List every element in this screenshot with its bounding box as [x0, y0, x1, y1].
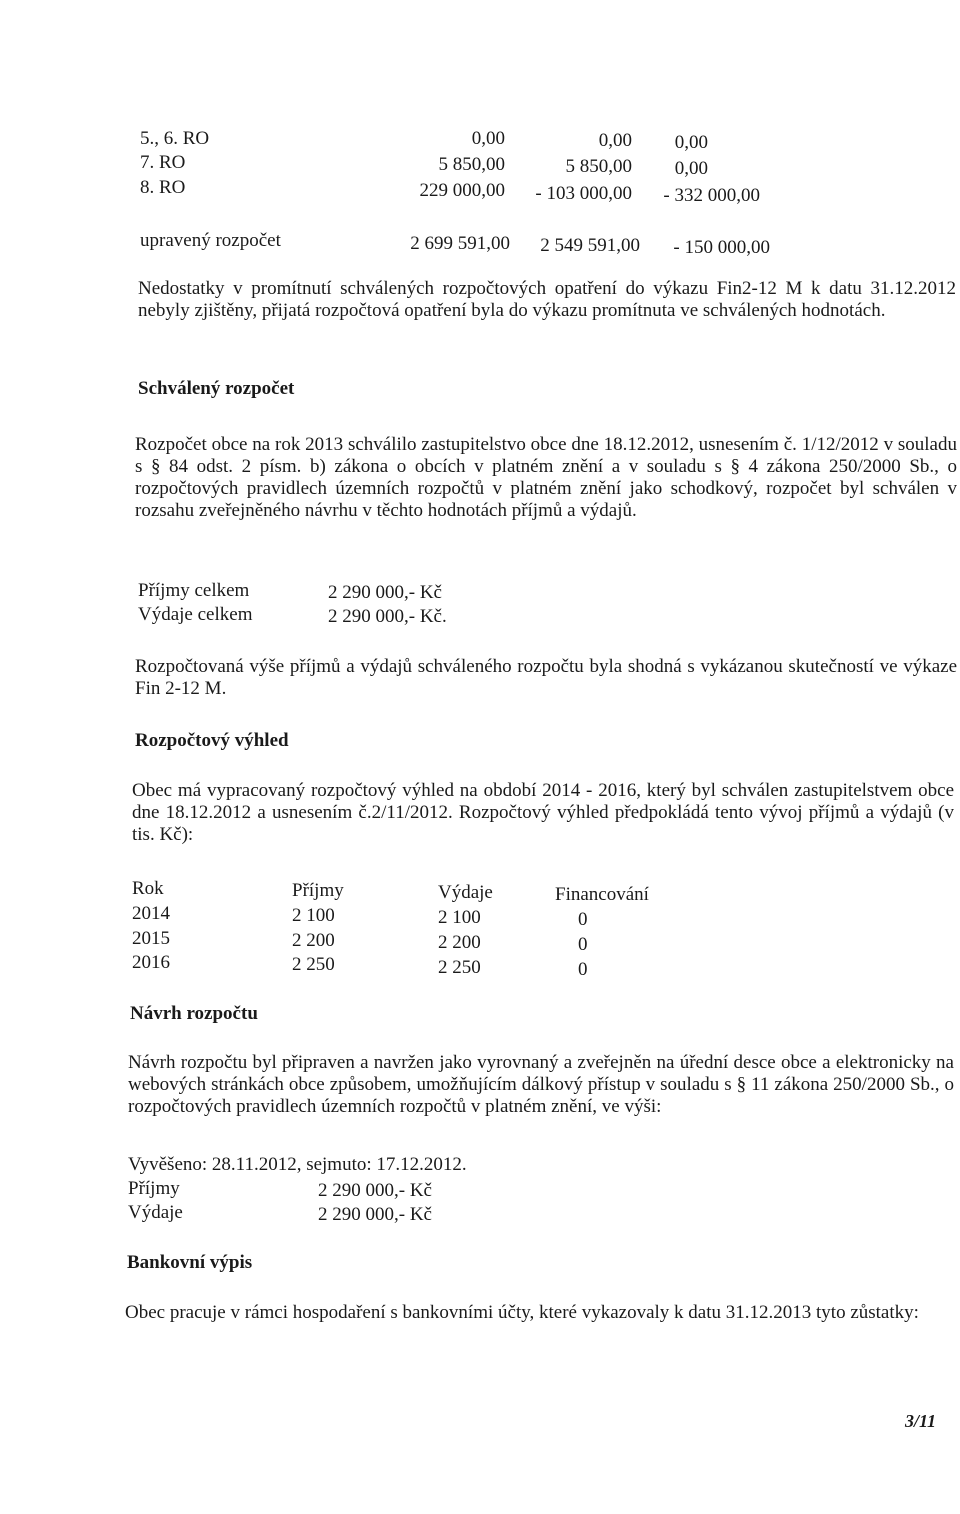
vyhled-cell: 0	[578, 909, 588, 930]
vydaje-celkem-value: 2 290 000,- Kč.	[328, 606, 447, 627]
ro-row-value: 5 850,00	[438, 154, 505, 175]
prijmy-celkem-value: 2 290 000,- Kč	[328, 582, 442, 603]
navrh-paragraph: Návrh rozpočtu byl připraven a navržen jako vyrovnaný a zveřejněn na úřední desce obce a elektronicky na webových stránkách obce způsobem, umožňujícím dálkový přístup v souladu s § 11 zákona 250/2000 Sb., o rozpočtových pravidlech územních rozpočtů v platném znění, ve výši:	[128, 1052, 954, 1117]
ro-row-value: 229 000,00	[419, 180, 505, 201]
bank-paragraph: Obec pracuje v rámci hospodaření s bankovními účty, které vykazovaly k datu 31.12.2013 tyto zůstatky:	[125, 1302, 919, 1323]
ro-row-value: 5 850,00	[565, 156, 632, 177]
vyhled-cell: 2 250	[438, 957, 481, 978]
nedostatky-paragraph: Nedostatky v promítnutí schválených rozpočtových opatření do výkazu Fin2-12 M k datu 31.12.2012 nebyly zjištěny, přijatá rozpočtová opatření byla do výkazu promítnuta ve schválených hodnotách.	[138, 278, 956, 321]
vyhled-cell: 0	[578, 934, 588, 955]
vyhled-heading: Rozpočtový výhled	[135, 730, 289, 751]
ro-row-value: - 103 000,00	[535, 183, 632, 204]
ro-row-label: 8. RO	[140, 177, 186, 198]
navrh-prijmy-value: 2 290 000,- Kč	[318, 1180, 432, 1201]
vyhled-cell: 2 250	[292, 954, 335, 975]
vyhled-header-prijmy: Příjmy	[292, 880, 344, 901]
ro-row-value: 0,00	[674, 132, 708, 153]
vyhled-paragraph: Obec má vypracovaný rozpočtový výhled na období 2014 - 2016, který byl schválen zastupitelstvem obce dne 18.12.2012 a usnesením č.2/11/2012. Rozpočtový výhled předpokládá tento vývoj příjmů a výdajů (v tis. Kč):	[132, 780, 954, 845]
navrh-vydaje-label: Výdaje	[128, 1202, 183, 1223]
ro-row-value: 0,00	[471, 128, 505, 149]
vyhled-header-vydaje: Výdaje	[438, 882, 493, 903]
ro-row-value: - 332 000,00	[663, 185, 760, 206]
vyhled-cell: 2 200	[438, 932, 481, 953]
ro-row-label: 5., 6. RO	[140, 128, 210, 149]
adjusted-budget-value: 2 549 591,00	[540, 235, 640, 256]
schvaleny-paragraph-2: Rozpočtovaná výše příjmů a výdajů schváleného rozpočtu byla shodná s vykázanou skutečností ve výkaze Fin 2-12 M.	[135, 656, 957, 699]
vyhled-header-financovani: Financování	[555, 884, 649, 905]
vyhled-cell: 2 100	[438, 907, 481, 928]
vyhled-cell: 0	[578, 959, 588, 980]
navrh-vydaje-value: 2 290 000,- Kč	[318, 1204, 432, 1225]
navrh-prijmy-label: Příjmy	[128, 1178, 180, 1199]
adjusted-budget-value: 2 699 591,00	[410, 233, 510, 254]
vydaje-celkem-label: Výdaje celkem	[138, 604, 253, 625]
schvaleny-paragraph: Rozpočet obce na rok 2013 schválilo zastupitelstvo obce dne 18.12.2012, usnesením č. 1/12/2012 v souladu s § 84 odst. 2 písm. b) zákona o obcích v platném znění a v souladu s § 4 zákona 250/2000 Sb., o rozpočtových pravidlech územních rozpočtů v platném znění jako schodkový, rozpočet byl schválen v rozsahu zveřejněného návrhu v těchto hodnotách příjmů a výdajů.	[135, 434, 957, 521]
vyveseno-line: Vyvěšeno: 28.11.2012, sejmuto: 17.12.2012.	[128, 1154, 467, 1175]
ro-row-value: 0,00	[598, 130, 632, 151]
navrh-heading: Návrh rozpočtu	[130, 1003, 258, 1024]
vyhled-cell: 2015	[132, 928, 170, 949]
vyhled-cell: 2016	[132, 952, 170, 973]
adjusted-budget-value: - 150 000,00	[673, 237, 770, 258]
ro-row-label: 7. RO	[140, 152, 186, 173]
ro-row-value: 0,00	[674, 158, 708, 179]
prijmy-celkem-label: Příjmy celkem	[138, 580, 250, 601]
schvaleny-heading: Schválený rozpočet	[138, 378, 295, 399]
vyhled-cell: 2014	[132, 903, 170, 924]
vyhled-cell: 2 100	[292, 905, 335, 926]
page-number: 3/11	[905, 1411, 937, 1431]
vyhled-header-rok: Rok	[132, 878, 164, 899]
bank-heading: Bankovní výpis	[127, 1252, 253, 1273]
adjusted-budget-label: upravený rozpočet	[140, 230, 281, 251]
vyhled-cell: 2 200	[292, 930, 335, 951]
